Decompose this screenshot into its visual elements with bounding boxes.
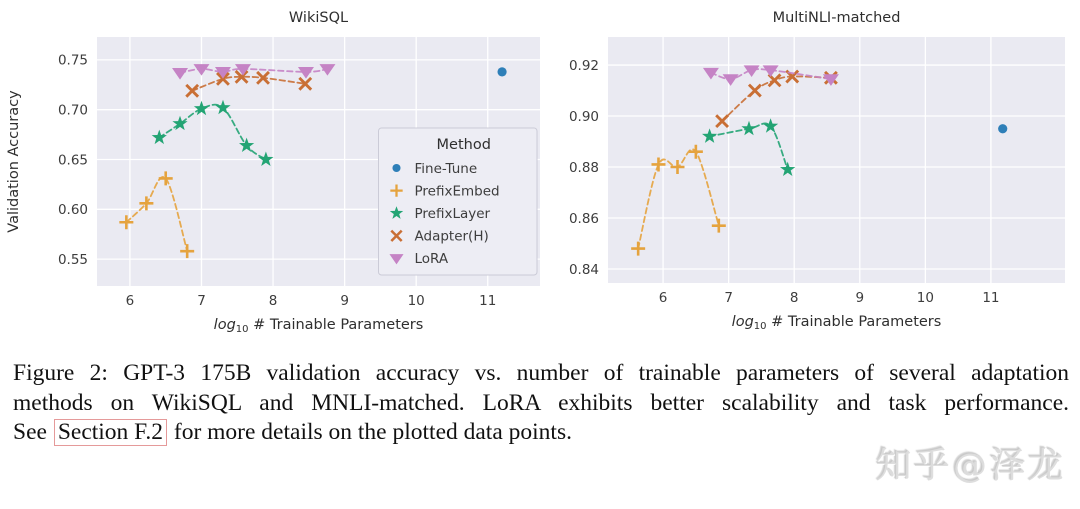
circle-marker	[497, 67, 506, 76]
y-tick-label: 0.88	[568, 159, 599, 176]
x-tick-label: 6	[125, 293, 135, 309]
x-tick-label: 10	[407, 293, 425, 309]
x-tick-label: 8	[268, 293, 278, 309]
y-tick-label: 0.70	[57, 102, 88, 119]
x-tick-label: 8	[789, 290, 799, 306]
x-tick-label: 7	[197, 293, 206, 309]
chart-wikisql	[6, 10, 540, 335]
y-tick-label: 0.55	[57, 251, 88, 268]
y-tick-label: 0.60	[57, 202, 88, 219]
legend-label: Fine-Tune	[414, 160, 478, 177]
series-fine-tune	[497, 67, 506, 76]
legend	[379, 128, 538, 275]
x-tick-label: 9	[340, 293, 349, 309]
chart-multinli-matched	[569, 10, 1065, 332]
x-tick-label: 6	[658, 290, 668, 306]
y-tick-label: 0.75	[57, 52, 88, 69]
y-tick-label: 0.86	[568, 210, 599, 227]
figure-caption	[13, 359, 1069, 448]
circle-marker	[998, 124, 1007, 133]
caption-line-2: methods on WikiSQL and MNLI-matched. LoRA exhibits better scalability and task performance.	[13, 389, 1069, 416]
y-tick-label: 0.84	[568, 261, 599, 278]
legend-title: Method	[436, 137, 491, 153]
chart-title: WikiSQL	[288, 10, 349, 26]
x-tick-label: 11	[479, 293, 497, 309]
caption-line-1: Figure 2: GPT-3 175B validation accuracy vs. number of trainable parameters of several adaptation	[13, 360, 1069, 386]
legend-label: LoRA	[414, 251, 449, 268]
x-tick-label: 10	[916, 290, 934, 306]
caption-line-3-prefix: See	[13, 419, 53, 445]
x-tick-label: 11	[982, 290, 1000, 306]
series-fine-tune	[998, 124, 1007, 133]
legend-label: PrefixLayer	[414, 206, 491, 222]
x-axis-label: $\log_{10}$ # Trainable Parameters	[213, 317, 424, 335]
x-tick-label: 7	[724, 290, 733, 306]
chart-title: MultiNLI-matched	[772, 10, 901, 26]
x-axis-label: $\log_{10}$ # Trainable Parameters	[731, 314, 942, 332]
y-axis-label: Validation Accuracy	[6, 90, 22, 233]
y-tick-label: 0.90	[568, 108, 599, 125]
caption-line-3-suffix: for more details on the plotted data points.	[168, 419, 572, 445]
circle-marker	[392, 164, 400, 172]
section-f2-link[interactable]: Section F.2	[54, 419, 167, 446]
y-tick-label: 0.65	[57, 152, 88, 169]
y-tick-label: 0.92	[568, 57, 599, 74]
legend-label: PrefixEmbed	[414, 183, 500, 200]
watermark: 知乎@泽龙	[875, 446, 1066, 486]
x-tick-label: 9	[855, 290, 865, 306]
legend-label: Adapter(H)	[414, 228, 489, 245]
